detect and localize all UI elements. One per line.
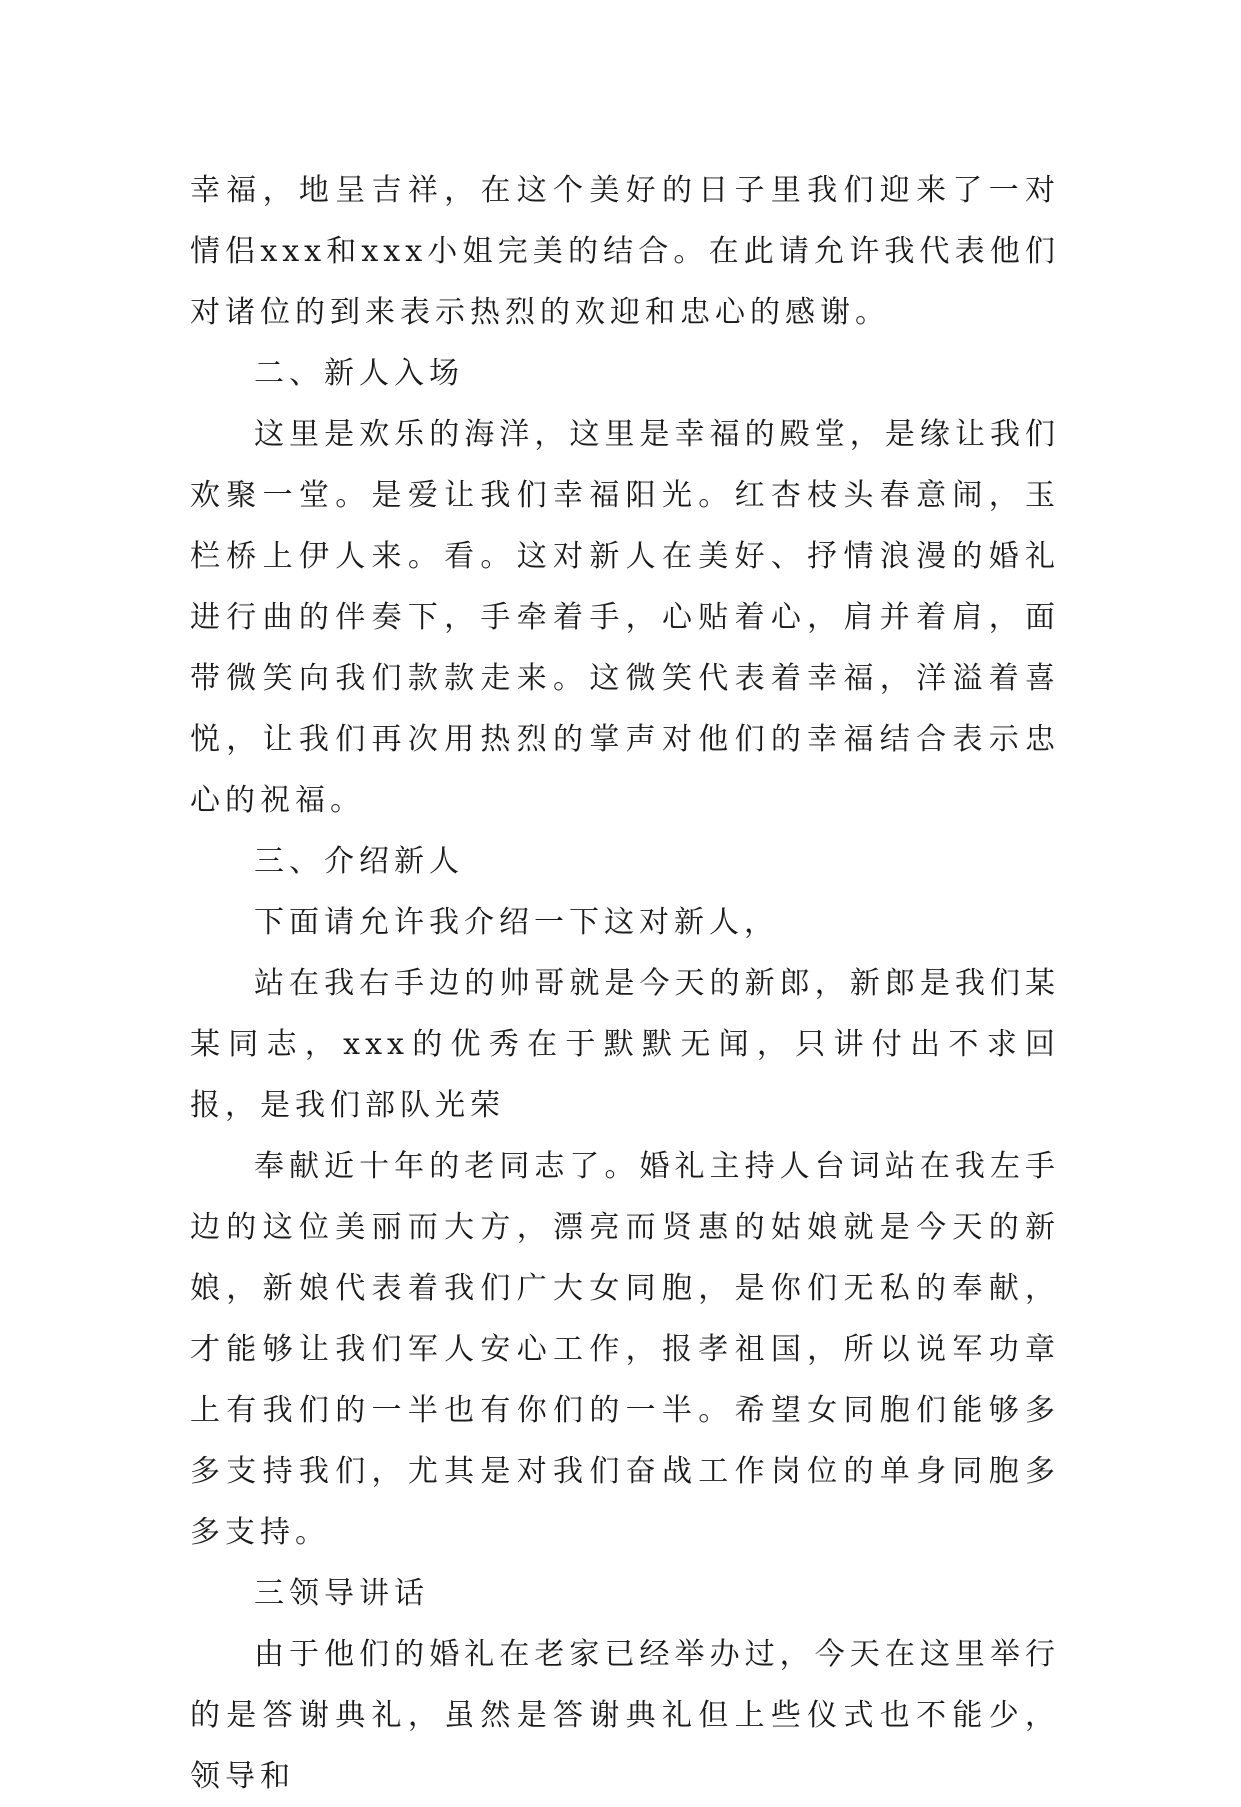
paragraph-leader-speech: 由于他们的婚礼在老家已经举办过，今天在这里举行的是答谢典礼，虽然是答谢典礼但上些仪式也不能少，领导和 xyxy=(190,1637,1060,1794)
document-body xyxy=(190,160,1060,1807)
paragraph-opening: 幸福，地呈吉祥，在这个美好的日子里我们迎来了一对情侣xxx和xxx小姐完美的结合。在此请允许我代表他们对诸位的到来表示热烈的欢迎和忠心的感谢。 xyxy=(190,173,1060,330)
heading-new-couple-entrance: 二、新人入场 xyxy=(254,356,464,391)
heading-introduce-couple: 三、介绍新人 xyxy=(254,844,464,879)
paragraph-groom: 站在我右手边的帅哥就是今天的新郎，新郎是我们某某同志，xxx的优秀在于默默无闻，只讲付出不求回报，是我们部队光荣 xyxy=(190,966,1060,1123)
paragraph-entrance: 这里是欢乐的海洋，这里是幸福的殿堂，是缘让我们欢聚一堂。是爱让我们幸福阳光。红杏枝头春意闹，玉栏桥上伊人来。看。这对新人在美好、抒情浪漫的婚礼进行曲的伴奏下，手牵着手，心贴着心，肩并着肩，面带微笑向我们款款走来。这微笑代表着幸福，洋溢着喜悦，让我们再次用热烈的掌声对他们的幸福结合表示忠心的祝福。 xyxy=(190,417,1060,818)
heading-leader-speech: 三领导讲话 xyxy=(254,1576,429,1611)
paragraph-introduce-lead: 下面请允许我介绍一下这对新人， xyxy=(254,905,779,940)
paragraph-bride: 奉献近十年的老同志了。婚礼主持人台词站在我左手边的这位美丽而大方，漂亮而贤惠的姑娘就是今天的新娘，新娘代表着我们广大女同胞，是你们无私的奉献，才能够让我们军人安心工作，报孝祖国，所以说军功章上有我们的一半也有你们的一半。希望女同胞们能够多多支持我们，尤其是对我们奋战工作岗位的单身同胞多多支持。 xyxy=(190,1149,1060,1550)
